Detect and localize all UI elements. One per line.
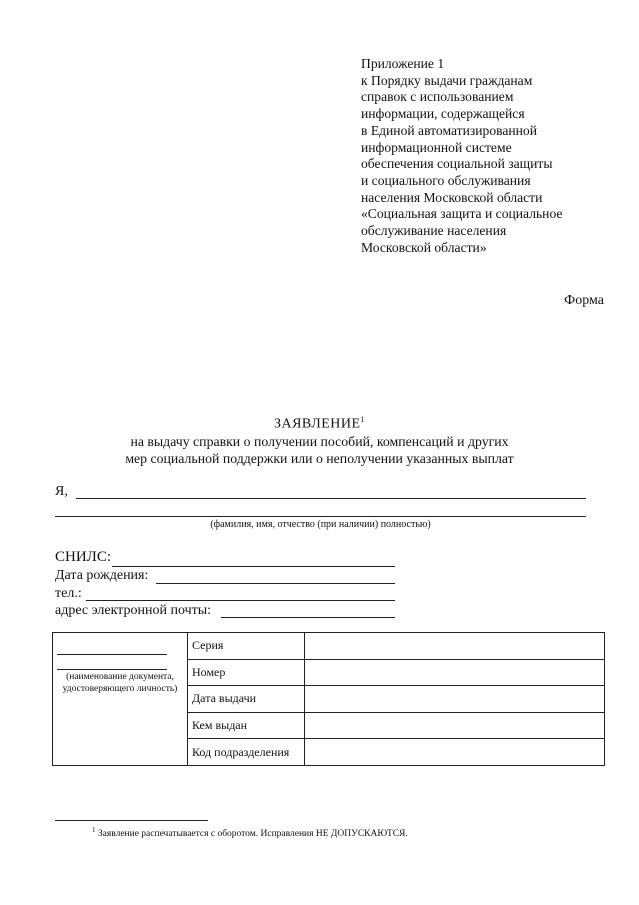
subtitle-line: мер социальной поддержки или о неполучении указанных выплат: [125, 451, 514, 466]
applicant-prefix: Я,: [55, 484, 68, 499]
document-title: [0, 415, 639, 433]
series-label: Серия: [188, 633, 305, 660]
number-value-cell[interactable]: [305, 659, 605, 686]
caption-line: удостоверяющего личность): [62, 684, 178, 694]
subtitle-line: на выдачу справки о получении пособий, компенсаций и других: [130, 434, 509, 449]
table-row: [53, 633, 605, 660]
appendix-header: [361, 56, 631, 256]
title-footnote-mark: 1: [360, 415, 366, 424]
appendix-line: к Порядку выдачи гражданам: [361, 72, 533, 88]
document-name-line[interactable]: [57, 654, 167, 655]
appendix-line: Приложение 1: [361, 56, 445, 71]
division-code-value-cell[interactable]: [305, 739, 605, 766]
appendix-line: Московской области»: [361, 239, 487, 255]
appendix-line: справок с использованием: [361, 89, 514, 105]
footnote: [92, 826, 408, 839]
issue-date-value-cell[interactable]: [305, 686, 605, 713]
document-name-line-2[interactable]: [57, 669, 167, 670]
issued-by-label: Кем выдан: [188, 712, 305, 739]
document-name-cell: [53, 633, 188, 766]
issue-date-label: Дата выдачи: [188, 686, 305, 713]
footnote-mark: 1: [92, 826, 96, 834]
series-value-cell[interactable]: [305, 633, 605, 660]
phone-input-line[interactable]: [86, 600, 395, 601]
id-document-table: [52, 632, 605, 766]
title-text: ЗАЯВЛЕНИЕ: [273, 416, 361, 432]
applicant-name-line-2[interactable]: [55, 516, 586, 517]
division-code-label: Код подразделения: [188, 739, 305, 766]
appendix-line: обслуживание населения: [361, 223, 507, 239]
applicant-name-line[interactable]: [76, 498, 586, 499]
email-input-line[interactable]: [221, 617, 395, 618]
caption-line: (наименование документа,: [66, 672, 174, 682]
birth-date-label: Дата рождения:: [55, 568, 149, 583]
footnote-text: Заявление распечатывается с оборотом. Исправления НЕ ДОПУСКАЮТСЯ.: [97, 829, 408, 840]
appendix-line: и социального обслуживания: [361, 172, 531, 188]
applicant-name-caption: (фамилия, имя, отчество (при наличии) полностью): [210, 519, 431, 530]
snils-label: СНИЛС:: [55, 549, 112, 565]
number-label: Номер: [188, 659, 305, 686]
appendix-line: «Социальная защита и социальное: [361, 206, 563, 222]
footnote-separator: [55, 820, 208, 821]
phone-label: тел.:: [55, 586, 82, 601]
issued-by-value-cell[interactable]: [305, 712, 605, 739]
appendix-line: информационной системе: [361, 139, 512, 155]
appendix-line: населения Московской области: [361, 189, 543, 205]
document-subtitle: [0, 433, 639, 467]
snils-input-line[interactable]: [112, 566, 395, 567]
document-name-caption: [53, 671, 187, 695]
form-label: Форма: [564, 293, 604, 308]
email-label: адрес электронной почты:: [55, 603, 212, 618]
appendix-line: в Единой автоматизированной: [361, 122, 538, 138]
birth-date-input-line[interactable]: [156, 583, 395, 584]
appendix-line: информации, содержащейся: [361, 106, 525, 122]
appendix-line: обеспечения социальной защиты: [361, 156, 553, 172]
